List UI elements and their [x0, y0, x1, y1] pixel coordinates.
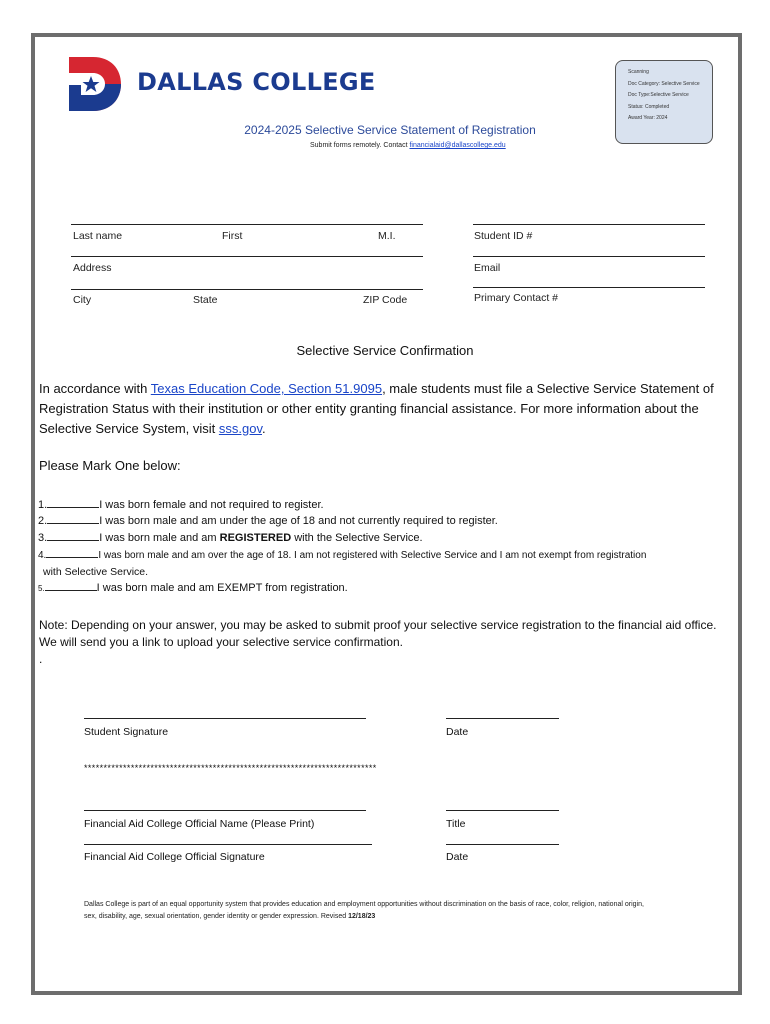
- zip-code-label: ZIP Code: [363, 294, 408, 306]
- date-line-2[interactable]: [446, 844, 559, 845]
- option-4[interactable]: 4. I was born male and am over the age of 18. I am not registered with Selective Service and I am not exempt from registration: [38, 547, 646, 561]
- equal-opportunity-footer: Dallas College is part of an equal opportunity system that provides education and employment opportunities without discrimination on the basis of race, color, religion, national origin, sex, disability, age, sexual orientation, gender identity or gender expression. Revised 12/18/23: [84, 901, 644, 920]
- official-signature-line[interactable]: [84, 844, 372, 845]
- scan-line: Award Year: 2024: [628, 115, 668, 122]
- option-2-blank[interactable]: [47, 513, 99, 524]
- last-name-label: Last name: [73, 230, 123, 242]
- date-label-1: Date: [446, 726, 469, 738]
- primary-contact-line[interactable]: [473, 287, 705, 288]
- city-state-zip-line[interactable]: [71, 289, 423, 290]
- state-label: State: [193, 294, 218, 306]
- address-line[interactable]: [71, 256, 423, 257]
- separator-stars: ***************************************************************************: [84, 763, 377, 773]
- option-4-continuation: with Selective Service.: [43, 566, 149, 578]
- title-label: Title: [446, 818, 466, 830]
- document-title: 2024-2025 Selective Service Statement of Registration: [244, 123, 536, 137]
- official-name-line[interactable]: [84, 810, 366, 811]
- middle-initial-label: M.I.: [378, 230, 396, 242]
- option-1[interactable]: 1. I was born female and not required to register.: [38, 499, 324, 511]
- option-3[interactable]: 3. I was born male and am REGISTERED with the Selective Service.: [38, 532, 423, 544]
- option-5[interactable]: 5. I was born male and am EXEMPT from registration.: [38, 582, 348, 594]
- option-3-blank[interactable]: [47, 530, 99, 541]
- student-signature-line[interactable]: [84, 718, 366, 719]
- scan-line: Doc Category: Selective Service: [628, 80, 700, 87]
- option-5-blank[interactable]: [45, 580, 97, 591]
- student-signature-label: Student Signature: [84, 726, 169, 738]
- first-name-label: First: [222, 230, 243, 242]
- option-2[interactable]: 2. I was born male and am under the age of 18 and not currently required to register.: [38, 515, 498, 527]
- email-label: Email: [474, 262, 501, 274]
- mark-one-instruction: Please Mark One below:: [39, 458, 181, 473]
- scan-line: Status: Completed: [628, 103, 670, 110]
- section-heading: Selective Service Confirmation: [296, 343, 474, 358]
- date-label-2: Date: [446, 851, 469, 863]
- option-4-blank[interactable]: [46, 547, 98, 558]
- title-line[interactable]: [446, 810, 559, 811]
- scan-line: Doc Type:Selective Service: [628, 92, 689, 99]
- texas-education-code-link[interactable]: Texas Education Code, Section 51.9095: [150, 381, 383, 396]
- primary-contact-label: Primary Contact #: [474, 292, 559, 304]
- email-line[interactable]: [473, 256, 705, 257]
- statement-paragraph: In accordance with Texas Education Code, Section 51.9095, male students must file a Selective Service Statement of Registration Status with their institution or other entity granting financial assistance. For more information about the Selective Service System, visit sss.gov.: [39, 381, 714, 436]
- name-line[interactable]: [71, 224, 423, 225]
- logo-text: DALLAS COLLEGE: [137, 68, 376, 96]
- official-name-label: Financial Aid College Official Name (Please Print): [84, 818, 315, 830]
- student-id-label: Student ID #: [474, 230, 533, 242]
- address-label: Address: [73, 262, 112, 274]
- date-line-1[interactable]: [446, 718, 559, 719]
- official-signature-label: Financial Aid College Official Signature: [84, 851, 265, 863]
- sss-gov-link[interactable]: sss.gov: [218, 421, 262, 436]
- financial-aid-email-link[interactable]: financialaid@dallascollege.edu: [409, 142, 506, 149]
- revised-date: 12/18/23: [348, 913, 376, 920]
- document-subtitle: Submit forms remotely. Contact financialaid@dallascollege.edu: [310, 142, 506, 149]
- student-id-line[interactable]: [473, 224, 705, 225]
- scan-line: Scanning: [628, 69, 649, 75]
- note-paragraph: Note: Depending on your answer, you may be asked to submit proof your selective service registration to the financial aid office. We will send you a link to upload your selective service confirmation. .: [39, 618, 717, 666]
- city-label: City: [73, 294, 92, 306]
- dallas-college-logo-icon: [67, 55, 123, 113]
- option-1-blank[interactable]: [47, 497, 99, 508]
